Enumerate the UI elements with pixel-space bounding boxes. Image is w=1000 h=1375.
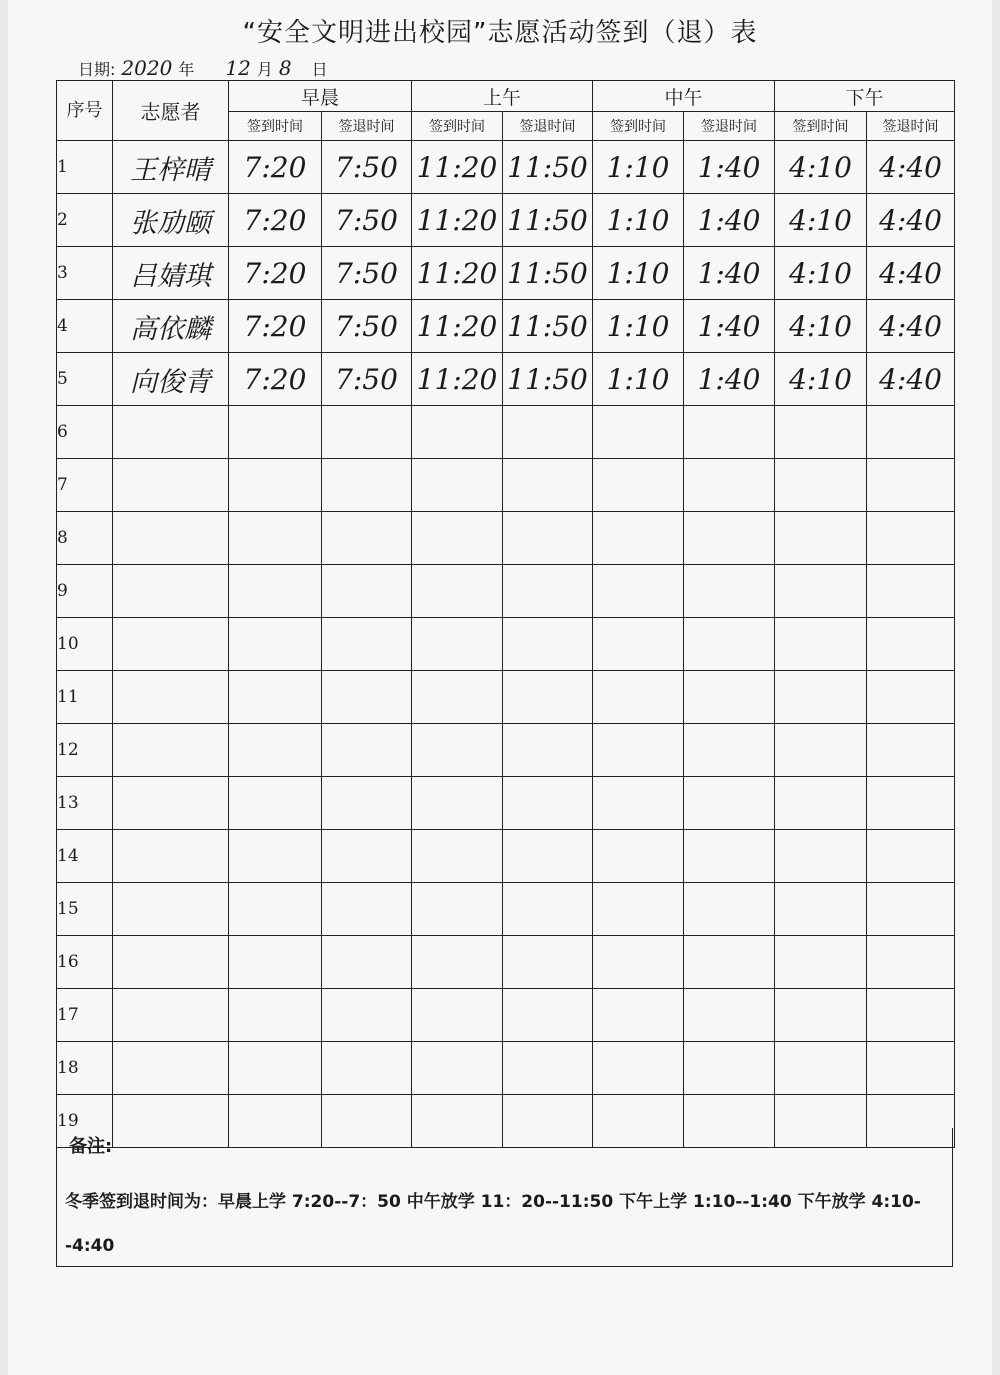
sign-in-sheet	[8, 0, 992, 1375]
sign-in-time	[593, 512, 684, 565]
sign-out-time	[684, 830, 775, 883]
volunteer-name: 高依麟	[113, 300, 229, 353]
sign-in-time: 7:20	[229, 353, 322, 406]
sign-out-header: 签退时间	[322, 112, 412, 141]
sign-out-time	[867, 724, 955, 777]
volunteer-name	[113, 618, 229, 671]
sign-out-time	[867, 671, 955, 724]
sign-in-time	[775, 989, 867, 1042]
sign-out-time	[684, 989, 775, 1042]
sign-in-time: 4:10	[775, 353, 867, 406]
row-number: 8	[57, 512, 113, 565]
sign-in-time: 1:10	[593, 141, 684, 194]
volunteer-name	[113, 1042, 229, 1095]
sign-in-time	[412, 989, 503, 1042]
table-row	[57, 247, 955, 300]
sign-in-time	[593, 830, 684, 883]
table-row	[57, 565, 955, 618]
sign-out-time	[867, 936, 955, 989]
sign-in-time	[593, 883, 684, 936]
notes-label: 备注:	[69, 1136, 113, 1157]
sign-out-time: 11:50	[503, 353, 593, 406]
volunteer-name	[113, 406, 229, 459]
sign-out-time	[322, 512, 412, 565]
row-number: 19	[57, 1095, 113, 1148]
sign-in-time: 7:20	[229, 141, 322, 194]
table-row	[57, 459, 955, 512]
sign-out-time	[867, 777, 955, 830]
sign-out-time	[684, 671, 775, 724]
page-title: “安全文明进出校园”志愿活动签到（退）表	[242, 18, 758, 48]
sign-out-time	[322, 618, 412, 671]
table-row	[57, 512, 955, 565]
table-body	[57, 141, 955, 1148]
sign-in-time	[593, 565, 684, 618]
sign-in-time	[412, 565, 503, 618]
date-day: 8	[278, 56, 292, 80]
volunteer-name: 向俊青	[113, 353, 229, 406]
sign-out-time: 7:50	[322, 141, 412, 194]
sign-in-time	[412, 936, 503, 989]
sign-in-time: 11:20	[412, 247, 503, 300]
sign-in-time	[229, 459, 322, 512]
sign-in-time: 1:10	[593, 300, 684, 353]
sign-out-time: 1:40	[684, 353, 775, 406]
sign-in-time	[775, 1042, 867, 1095]
sign-out-time	[684, 1042, 775, 1095]
sign-in-time	[229, 777, 322, 830]
row-number: 15	[57, 883, 113, 936]
sign-in-time	[775, 883, 867, 936]
sign-in-time	[593, 777, 684, 830]
sign-in-time	[229, 406, 322, 459]
sign-in-time	[775, 671, 867, 724]
sign-out-time	[322, 565, 412, 618]
sign-in-time	[412, 459, 503, 512]
volunteer-name	[113, 671, 229, 724]
volunteer-name	[113, 830, 229, 883]
sign-in-time	[775, 830, 867, 883]
sign-in-time	[229, 1042, 322, 1095]
date-label: 日期:	[78, 60, 116, 79]
sign-out-time: 1:40	[684, 247, 775, 300]
sign-out-time: 11:50	[503, 300, 593, 353]
sign-in-time	[229, 618, 322, 671]
date-year-unit: 年	[178, 60, 195, 79]
sign-out-time: 11:50	[503, 194, 593, 247]
row-number: 18	[57, 1042, 113, 1095]
table-row	[57, 1042, 955, 1095]
sign-in-time: 7:20	[229, 300, 322, 353]
sign-out-time	[867, 883, 955, 936]
sign-in-time: 4:10	[775, 194, 867, 247]
table-row	[57, 406, 955, 459]
sign-out-time	[684, 724, 775, 777]
sign-out-time	[503, 512, 593, 565]
sign-out-time	[322, 989, 412, 1042]
sign-in-time	[775, 724, 867, 777]
row-number: 11	[57, 671, 113, 724]
sign-in-time: 7:20	[229, 247, 322, 300]
row-number: 7	[57, 459, 113, 512]
volunteer-name	[113, 883, 229, 936]
sign-in-time	[412, 618, 503, 671]
row-number: 14	[57, 830, 113, 883]
sign-in-time	[593, 936, 684, 989]
sign-out-time: 4:40	[867, 353, 955, 406]
date-line	[78, 56, 328, 80]
sign-out-time: 4:40	[867, 141, 955, 194]
sign-in-time	[775, 512, 867, 565]
sign-out-header: 签退时间	[503, 112, 593, 141]
sign-in-time	[593, 1042, 684, 1095]
sign-out-time	[322, 671, 412, 724]
sign-out-time	[503, 724, 593, 777]
sign-out-time	[322, 830, 412, 883]
volunteer-name	[113, 459, 229, 512]
sign-out-time: 11:50	[503, 247, 593, 300]
period-header-morning: 早晨	[229, 81, 412, 112]
sign-in-time: 7:20	[229, 194, 322, 247]
sign-in-time: 4:10	[775, 141, 867, 194]
sign-out-time: 4:40	[867, 247, 955, 300]
sign-in-time	[412, 1042, 503, 1095]
sign-in-time	[412, 724, 503, 777]
sign-in-time	[593, 724, 684, 777]
volunteer-name	[113, 989, 229, 1042]
sign-out-time	[684, 777, 775, 830]
sign-out-time	[684, 883, 775, 936]
sign-out-time: 7:50	[322, 353, 412, 406]
sign-in-header: 签到时间	[775, 112, 867, 141]
sign-out-time: 11:50	[503, 141, 593, 194]
period-header-afternoon: 下午	[775, 81, 955, 112]
table-row	[57, 830, 955, 883]
sign-out-time	[322, 883, 412, 936]
sign-in-time	[229, 512, 322, 565]
sign-in-time	[775, 459, 867, 512]
sign-in-time: 1:10	[593, 194, 684, 247]
row-number: 10	[57, 618, 113, 671]
notes-text: 冬季签到退时间为：早晨上学 7:20--7：50 中午放学 11：20--11:50 下午上学 1:10--1:40 下午放学 4:10--4:40	[65, 1192, 921, 1256]
notes-box	[56, 1128, 953, 1267]
sign-in-time	[593, 989, 684, 1042]
sign-in-time	[412, 406, 503, 459]
table-row	[57, 989, 955, 1042]
volunteer-name: 张劢颐	[113, 194, 229, 247]
sign-out-time	[684, 406, 775, 459]
sign-out-time	[503, 989, 593, 1042]
sign-in-time	[412, 512, 503, 565]
sign-in-time	[229, 724, 322, 777]
sign-in-time	[775, 406, 867, 459]
sign-out-time: 7:50	[322, 300, 412, 353]
table-row	[57, 353, 955, 406]
row-number: 9	[57, 565, 113, 618]
sign-out-time	[322, 724, 412, 777]
sign-in-header: 签到时间	[412, 112, 503, 141]
sign-out-time	[503, 618, 593, 671]
sign-out-time	[684, 565, 775, 618]
sign-in-time	[775, 936, 867, 989]
sign-out-time	[322, 459, 412, 512]
row-number: 6	[57, 406, 113, 459]
row-number: 12	[57, 724, 113, 777]
volunteer-name	[113, 777, 229, 830]
sign-in-time	[412, 671, 503, 724]
sign-out-time	[684, 459, 775, 512]
volunteer-name: 吕婧琪	[113, 247, 229, 300]
sign-out-time: 4:40	[867, 194, 955, 247]
sign-in-time: 11:20	[412, 353, 503, 406]
row-number: 3	[57, 247, 113, 300]
sign-in-header: 签到时间	[229, 112, 322, 141]
sign-in-time	[229, 989, 322, 1042]
date-year: 2020	[121, 56, 173, 80]
sign-out-time	[503, 1042, 593, 1095]
row-number: 4	[57, 300, 113, 353]
sign-out-time	[322, 1042, 412, 1095]
row-number: 1	[57, 141, 113, 194]
sign-out-time: 1:40	[684, 141, 775, 194]
row-number: 17	[57, 989, 113, 1042]
sign-out-header: 签退时间	[684, 112, 775, 141]
row-number: 16	[57, 936, 113, 989]
sign-out-time	[503, 459, 593, 512]
table-row	[57, 194, 955, 247]
period-header-forenoon: 上午	[412, 81, 593, 112]
sign-in-time	[412, 830, 503, 883]
date-month: 12	[225, 56, 251, 80]
sign-out-time	[684, 936, 775, 989]
volunteer-header: 志愿者	[113, 81, 229, 141]
table-row	[57, 777, 955, 830]
table-row	[57, 883, 955, 936]
sign-in-time	[593, 618, 684, 671]
volunteer-name	[113, 724, 229, 777]
table-row	[57, 300, 955, 353]
sign-in-time	[593, 406, 684, 459]
sign-out-time	[503, 883, 593, 936]
attendance-table	[56, 80, 955, 1148]
date-day-unit: 日	[311, 60, 328, 79]
sign-out-time	[867, 618, 955, 671]
sign-in-time: 1:10	[593, 247, 684, 300]
sign-out-time: 4:40	[867, 300, 955, 353]
sign-out-time	[503, 936, 593, 989]
sign-out-time	[322, 406, 412, 459]
sign-out-time	[503, 565, 593, 618]
sign-out-time	[867, 512, 955, 565]
row-number: 2	[57, 194, 113, 247]
sign-out-time	[503, 830, 593, 883]
sign-out-time: 1:40	[684, 194, 775, 247]
volunteer-name	[113, 512, 229, 565]
row-number: 5	[57, 353, 113, 406]
period-header-noon: 中午	[593, 81, 775, 112]
sign-in-time: 11:20	[412, 194, 503, 247]
table-row	[57, 618, 955, 671]
sign-out-header: 签退时间	[867, 112, 955, 141]
sign-in-time	[229, 830, 322, 883]
volunteer-name: 王梓晴	[113, 141, 229, 194]
volunteer-name	[113, 936, 229, 989]
sign-out-time: 1:40	[684, 300, 775, 353]
sign-out-time: 7:50	[322, 194, 412, 247]
table-row	[57, 724, 955, 777]
sign-in-time	[229, 936, 322, 989]
sign-in-time: 11:20	[412, 300, 503, 353]
table-row	[57, 936, 955, 989]
sign-in-time	[412, 883, 503, 936]
sign-out-time	[867, 565, 955, 618]
sign-out-time	[322, 777, 412, 830]
sign-in-time	[775, 777, 867, 830]
sign-in-time	[593, 459, 684, 512]
sign-in-time: 4:10	[775, 300, 867, 353]
sign-in-time: 11:20	[412, 141, 503, 194]
sign-in-time	[593, 671, 684, 724]
sign-out-time	[684, 618, 775, 671]
sign-out-time	[322, 936, 412, 989]
sign-in-time	[775, 565, 867, 618]
sign-in-time	[412, 777, 503, 830]
sign-in-time	[775, 618, 867, 671]
sign-in-time	[229, 565, 322, 618]
sign-out-time: 7:50	[322, 247, 412, 300]
sign-out-time	[503, 406, 593, 459]
sign-out-time	[684, 512, 775, 565]
table-row	[57, 671, 955, 724]
sign-in-time: 1:10	[593, 353, 684, 406]
sign-out-time	[503, 671, 593, 724]
sign-out-time	[867, 1042, 955, 1095]
table-row	[57, 141, 955, 194]
volunteer-name	[113, 565, 229, 618]
row-number: 13	[57, 777, 113, 830]
sign-out-time	[867, 459, 955, 512]
date-month-unit: 月	[256, 60, 273, 79]
sign-in-time	[229, 671, 322, 724]
sign-out-time	[503, 777, 593, 830]
sign-out-time	[867, 406, 955, 459]
sign-out-time	[867, 830, 955, 883]
sign-out-time	[867, 989, 955, 1042]
seq-header: 序号	[57, 81, 113, 141]
sign-in-time	[229, 883, 322, 936]
sign-in-header: 签到时间	[593, 112, 684, 141]
sign-in-time: 4:10	[775, 247, 867, 300]
